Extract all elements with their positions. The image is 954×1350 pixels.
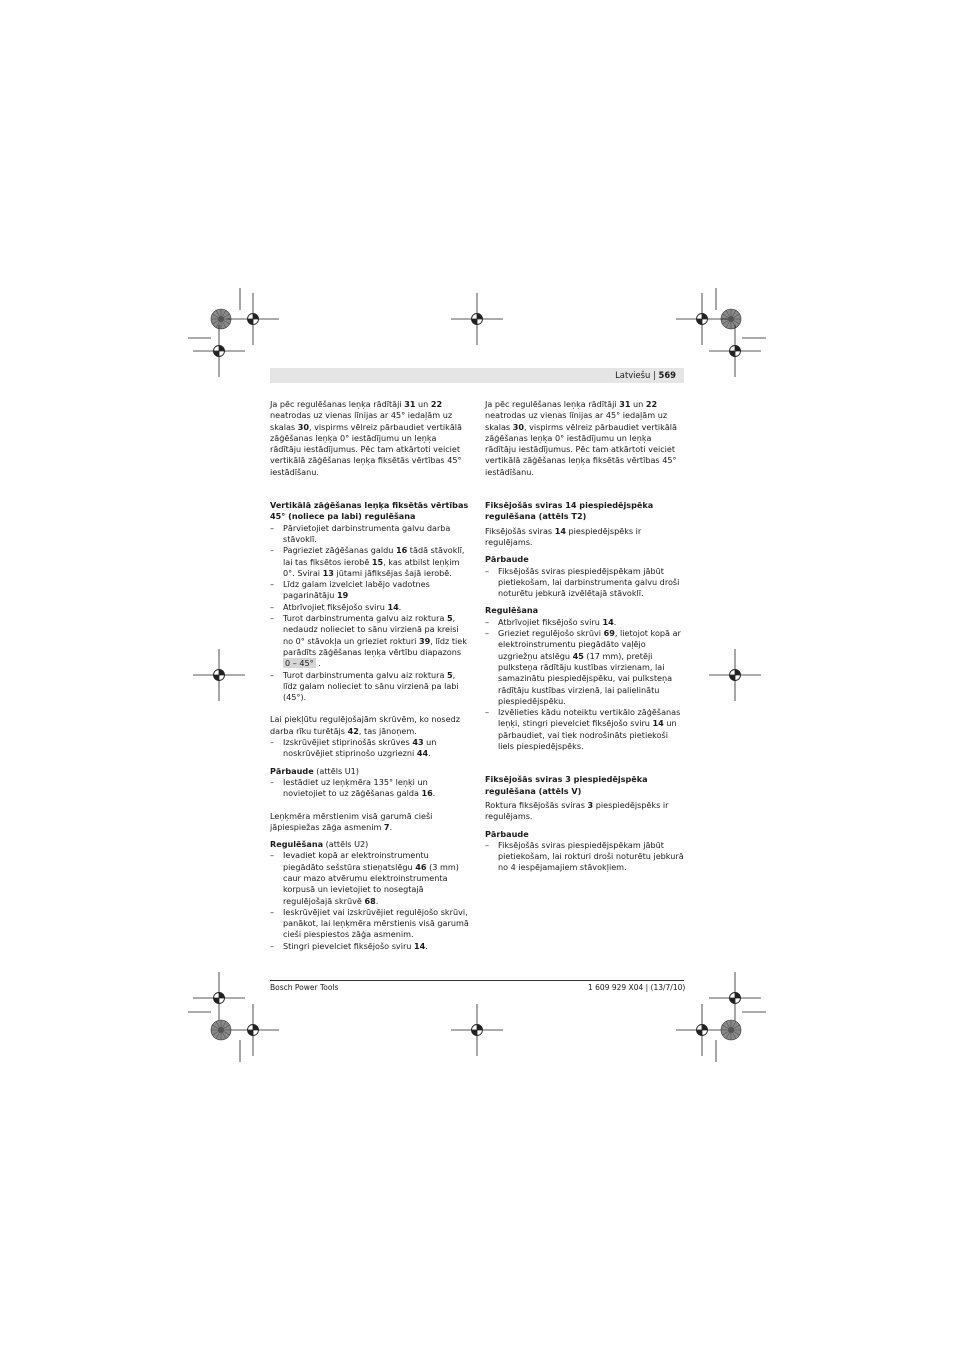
registration-target-icon xyxy=(676,1004,728,1056)
right-section2-check-steps xyxy=(485,840,685,874)
list-item: – Stingri pievelciet fiksējošo sviru 14. xyxy=(270,941,470,952)
bold-ref: 69 xyxy=(603,628,615,639)
bold-ref: 39 xyxy=(418,635,431,646)
right-section1-check: Pārbaude xyxy=(485,554,529,565)
left-steps xyxy=(270,523,470,704)
registration-target-icon xyxy=(709,325,761,377)
list-item: – Līdz galam izvelciet labējo vadotnes pagarinātāju 19 xyxy=(270,579,470,602)
right-column xyxy=(485,399,685,874)
right-section1-heading: Fiksējošās sviras 14 piespiedējspēka regulēšana (attēls T2) xyxy=(485,500,654,522)
bold-ref: 16 xyxy=(395,545,408,556)
bold-ref: 30 xyxy=(297,421,309,432)
left-check-heading: Pārbaude (attēls U1) xyxy=(270,765,359,776)
list-item: – Fiksējošās sviras piespiedējspēkam jābūt pietiekošam, lai darbinstrumenta galvu droši noturētu jebkurā izvēlētajā stāvoklī. xyxy=(485,566,685,600)
left-check-steps xyxy=(270,777,470,800)
bold-ref: 46 xyxy=(415,861,427,872)
bold-ref: 14 xyxy=(602,616,614,627)
bold-ref: 7 xyxy=(383,821,390,832)
list-item: – Turot darbinstrumenta galvu aiz roktura 5, līdz galam nolieciet to sānu virzienā pa labi (45°). xyxy=(270,670,470,704)
bold-ref: Regulēšana xyxy=(270,839,324,850)
right-section1-adjust: Regulēšana xyxy=(485,605,539,616)
left-column xyxy=(270,399,470,952)
bold-ref: 16 xyxy=(421,788,433,799)
bold-ref: 68 xyxy=(364,895,376,906)
registration-target-icon xyxy=(709,972,761,1024)
left-intro: Ja pēc regulēšanas leņķa rādītāji 31 un 22 neatrodas uz vienas līnijas ar 45° iedaļām uz skalas 30, vispirms vēlreiz pārbaudiet vertikālā zāģēšanas leņķa 0° iestādījumu un leņķa rādītāju iestādījumus. Pēc tam atkārtoti veiciet vertikālā zāģēšanas leņķa fiksētās vērtības 45° iestādīšanu. xyxy=(270,399,463,477)
bold-ref: 44 xyxy=(416,748,429,759)
bold-ref: 43 xyxy=(412,737,424,748)
footer-left: Bosch Power Tools xyxy=(270,983,339,992)
list-item: – Izvēlieties kādu noteiktu vertikālo zāģēšanas leņķi, stingri pievelciet fiksējošo sviru 14 un pārbaudiet, vai tiek nodrošināts pietiekoši liels piespiedējspēks. xyxy=(485,707,685,752)
left-fix-steps xyxy=(270,737,470,760)
bold-ref: 3 xyxy=(587,799,594,810)
left-check-text: Leņķmēra mērstienim visā garumā cieši jāpiespiežas zāģa asmenim 7. xyxy=(270,810,433,832)
list-item: – Iestādiet uz leņķmēra 135° leņķi un novietojiet to uz zāģēšanas galda 16. xyxy=(270,777,470,800)
bold-ref: 30 xyxy=(512,421,524,432)
bold-ref: 14 xyxy=(414,940,426,951)
header-separator: | xyxy=(653,370,656,380)
bold-ref: 14 xyxy=(652,718,664,729)
left-adjust-heading: Regulēšana (attēls U2) xyxy=(270,839,369,850)
registration-target-icon xyxy=(451,1004,503,1056)
registration-target-icon xyxy=(709,649,761,701)
header-language: Latviešu xyxy=(615,370,651,380)
left-adjust-steps xyxy=(270,850,470,952)
left-fix-text: Lai piekļūtu regulējošajām skrūvēm, ko nosedz darba rīku turētājs 42, tas jānoņem. xyxy=(270,714,461,736)
bold-ref: 42 xyxy=(347,725,359,736)
right-section2-check: Pārbaude xyxy=(485,828,529,839)
bold-ref: 22 xyxy=(645,399,658,409)
registration-target-icon xyxy=(193,325,245,377)
right-section1-text: Fiksējošās sviras 14 piespiedējspēks ir regulējams. xyxy=(485,525,642,547)
footer-rule xyxy=(270,980,684,981)
list-item: – Grieziet regulējošo skrūvi 69, lietojot kopā ar elektroinstrumentu piegādāto vaļējo uzgriežņu atslēgu 45 (17 mm), pretēji pulksteņa rādītāju kustības virzienam, lai samazinātu piespiedējspēku, vai pulksteņa rādītāju kustības virzienā, lai palielinātu piespiedējspēku. xyxy=(485,628,685,707)
list-item: – Ievadiet kopā ar elektroinstrumentu piegādāto sešstūra stieņatslēgu 46 (3 mm) caur mazo atvērumu elektroinstrumenta korpusā un ievietojiet to nosegtajā regulējošajā skrūvē 68. xyxy=(270,850,470,906)
list-item: – Ieskrūvējiet vai izskrūvējiet regulējošo skrūvi, panākot, lai leņķmēra mērstienis visā garumā cieši piespiestos zāģa asmenim. xyxy=(270,907,470,941)
color-bar-dial-icon xyxy=(211,1020,231,1040)
registration-target-icon xyxy=(193,649,245,701)
right-intro: Ja pēc regulēšanas leņķa rādītāji 31 un 22 neatrodas uz vienas līnijas ar 45° iedaļām uz skalas 30, vispirms vēlreiz pārbaudiet vertikālā zāģēšanas leņķa 0° iestādījumu un leņķa rādītāju iestādījumus. Pēc tam atkārtoti veiciet vertikālā zāģēšanas leņķa fiksētās vērtības 45° iestādīšanu. xyxy=(485,399,678,477)
right-section1-check-steps xyxy=(485,566,685,600)
registration-target-icon xyxy=(193,972,245,1024)
bold-ref: 14 xyxy=(387,601,399,612)
bold-ref: 31 xyxy=(404,399,416,409)
bold-ref: 5 xyxy=(447,613,453,624)
bold-ref: 5 xyxy=(447,669,453,680)
page-header xyxy=(270,368,684,383)
list-item: – Fiksējošās sviras piespiedējspēkam jābūt pietiekošam, lai rokturi droši noturētu jebkurā no 4 iespējamajiem stāvokļiem. xyxy=(485,840,685,874)
bold-ref: Pārbaude xyxy=(270,765,314,776)
right-section2-heading: Fiksējošās sviras 3 piespiedējspēka regulēšana (attēls V) xyxy=(485,774,648,796)
bold-ref: 22 xyxy=(430,399,443,409)
angle-range-display: 0 – 45° xyxy=(285,658,314,669)
footer-right: 1 609 929 X04 | (13/7/10) xyxy=(588,983,686,992)
bold-ref: 14 xyxy=(554,525,566,536)
bold-ref: 15 xyxy=(371,556,384,567)
right-section1-adjust-steps xyxy=(485,617,685,753)
color-bar-dial-icon xyxy=(721,1020,741,1040)
list-item: – Atbrīvojiet fiksējošo sviru 14. xyxy=(485,617,685,628)
registration-target-icon xyxy=(227,1004,279,1056)
page-number: 569 xyxy=(658,370,676,380)
bold-ref: 19 xyxy=(336,590,349,601)
list-item: – Pārvietojiet darbinstrumenta galvu darba stāvoklī. xyxy=(270,523,470,546)
list-item: – Turot darbinstrumenta galvu aiz roktura 5, nedaudz nolieciet to sānu virzienā pa kreisi no 0° stāvokļa un grieziet rokturi 39, līdz tiek parādīts zāģēšanas leņķa vērtību diapazons 0 – 45° . xyxy=(270,613,470,669)
registration-target-icon xyxy=(451,293,503,345)
registration-target-icon xyxy=(227,293,279,345)
list-item: – Izskrūvējiet stiprinošās skrūves 43 un noskrūvējiet stiprinošo uzgriezni 44. xyxy=(270,737,470,760)
list-item: – Pagrieziet zāģēšanas galdu 16 tādā stāvoklī, lai tas fiksētos ierobē 15, kas atbilst leņķim 0°. Svirai 13 jūtami jāfiksējas šajā ierobē. xyxy=(270,545,470,579)
bold-ref: 13 xyxy=(322,567,334,578)
left-heading: Vertikālā zāģēšanas leņķa fiksētās vērtības 45° (noliece pa labi) regulēšana xyxy=(270,500,469,522)
list-item: – Atbrīvojiet fiksējošo sviru 14. xyxy=(270,602,470,613)
registration-target-icon xyxy=(676,293,728,345)
bold-ref: 31 xyxy=(619,399,631,409)
right-section2-text: Roktura fiksējošās sviras 3 piespiedējspēks ir regulējams. xyxy=(485,799,669,822)
bold-ref: 45 xyxy=(572,650,584,661)
